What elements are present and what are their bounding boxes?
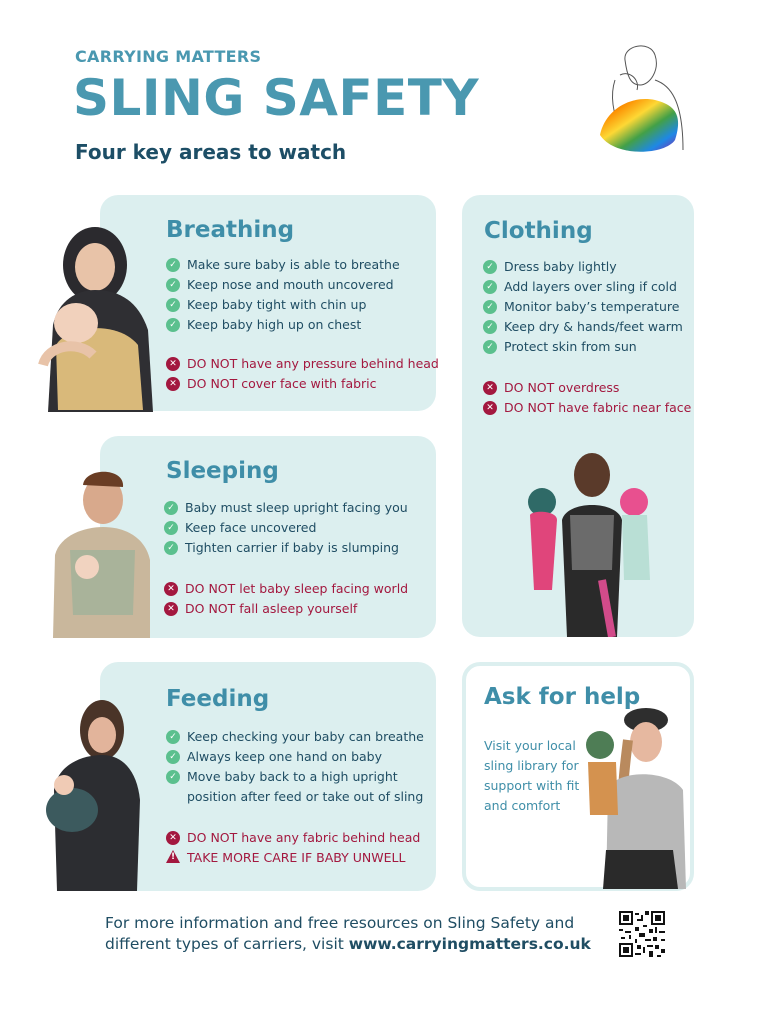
- qr-code-icon: [619, 911, 665, 957]
- clothing-title: Clothing: [484, 218, 593, 244]
- footer-line-1: For more information and free resources on Sling Safety and: [105, 914, 575, 932]
- x-circle-icon: ✕: [166, 831, 180, 845]
- sleeping-dont-list: [164, 579, 408, 619]
- clothing-photo: [522, 440, 657, 637]
- list-item: ✓ Make sure baby is able to breathe: [166, 255, 400, 275]
- list-item: ✓ Keep checking your baby can breathe: [166, 727, 424, 747]
- check-circle-icon: ✓: [483, 260, 497, 274]
- clothing-dont-list: [483, 378, 691, 418]
- list-item: ✓ Keep face uncovered: [164, 518, 408, 538]
- check-circle-icon: ✓: [483, 340, 497, 354]
- check-circle-icon: ✓: [164, 501, 178, 515]
- list-item: ✓ Protect skin from sun: [483, 337, 683, 357]
- list-item: ✓ Keep nose and mouth uncovered: [166, 275, 400, 295]
- list-item: ✕ DO NOT overdress: [483, 378, 691, 398]
- check-circle-icon: ✓: [166, 278, 180, 292]
- feeding-photo: [42, 690, 142, 891]
- feeding-dont-list: [166, 828, 420, 868]
- list-item: ✓ Tighten carrier if baby is slumping: [164, 538, 408, 558]
- brand-label: CARRYING MATTERS: [75, 47, 262, 66]
- breathing-photo: [38, 215, 153, 412]
- list-item: ✓ Baby must sleep upright facing you: [164, 498, 408, 518]
- help-text: Visit your local sling library for support with fit and comfort: [484, 738, 580, 813]
- x-circle-icon: ✕: [164, 602, 178, 616]
- list-item: ✕ DO NOT have any fabric behind head: [166, 828, 420, 848]
- help-title: Ask for help: [484, 684, 641, 710]
- check-circle-icon: ✓: [483, 300, 497, 314]
- feeding-do-list: [166, 727, 424, 807]
- check-circle-icon: ✓: [483, 280, 497, 294]
- breathing-dont-list: [166, 354, 439, 394]
- list-item: ✓ Move baby back to a high upright: [166, 767, 424, 787]
- breathing-title: Breathing: [166, 217, 295, 243]
- check-circle-icon: ✓: [483, 320, 497, 334]
- footer-text: [105, 913, 591, 955]
- page-title: SLING SAFETY: [73, 69, 480, 127]
- x-circle-icon: ✕: [483, 401, 497, 415]
- sleeping-photo: [45, 455, 155, 638]
- check-circle-icon: ✓: [166, 750, 180, 764]
- list-item: ✕ DO NOT cover face with fabric: [166, 374, 439, 394]
- check-circle-icon: ✓: [164, 521, 178, 535]
- page-subtitle: Four key areas to watch: [75, 140, 347, 164]
- list-item: ✓ Always keep one hand on baby: [166, 747, 424, 767]
- x-circle-icon: ✕: [483, 381, 497, 395]
- list-item: ✓ Dress baby lightly: [483, 257, 683, 277]
- list-item: ✓ Keep baby tight with chin up: [166, 295, 400, 315]
- check-circle-icon: ✓: [166, 730, 180, 744]
- breathing-do-list: [166, 255, 400, 335]
- sleeping-do-list: [164, 498, 408, 558]
- warning-triangle-icon: [166, 850, 180, 863]
- list-item: ✓ Keep dry & hands/feet warm: [483, 317, 683, 337]
- sleeping-title: Sleeping: [166, 458, 279, 484]
- list-item: ✓ Monitor baby’s temperature: [483, 297, 683, 317]
- list-item: ✕ DO NOT have fabric near face: [483, 398, 691, 418]
- sling-sketch-illustration: [595, 40, 690, 160]
- x-circle-icon: ✕: [166, 357, 180, 371]
- check-circle-icon: ✓: [166, 298, 180, 312]
- clothing-do-list: [483, 257, 683, 357]
- list-item: ✕ DO NOT have any pressure behind head: [166, 354, 439, 374]
- x-circle-icon: ✕: [166, 377, 180, 391]
- help-photo: [578, 700, 690, 889]
- list-item: ! TAKE MORE CARE IF BABY UNWELL: [166, 848, 420, 868]
- feeding-title: Feeding: [166, 686, 270, 712]
- website-link[interactable]: www.carryingmatters.co.uk: [348, 935, 591, 953]
- list-item: ✓ Keep baby high up on chest: [166, 315, 400, 335]
- check-circle-icon: ✓: [166, 770, 180, 784]
- check-circle-icon: ✓: [166, 258, 180, 272]
- footer-line-2: different types of carriers, visit www.carryingmatters.co.uk: [105, 935, 591, 953]
- list-item: ✕ DO NOT fall asleep yourself: [164, 599, 408, 619]
- list-item: ✓ Add layers over sling if cold: [483, 277, 683, 297]
- check-circle-icon: ✓: [166, 318, 180, 332]
- list-item: position after feed or take out of sling: [187, 789, 424, 804]
- check-circle-icon: ✓: [164, 541, 178, 555]
- x-circle-icon: ✕: [164, 582, 178, 596]
- list-item: ✕ DO NOT let baby sleep facing world: [164, 579, 408, 599]
